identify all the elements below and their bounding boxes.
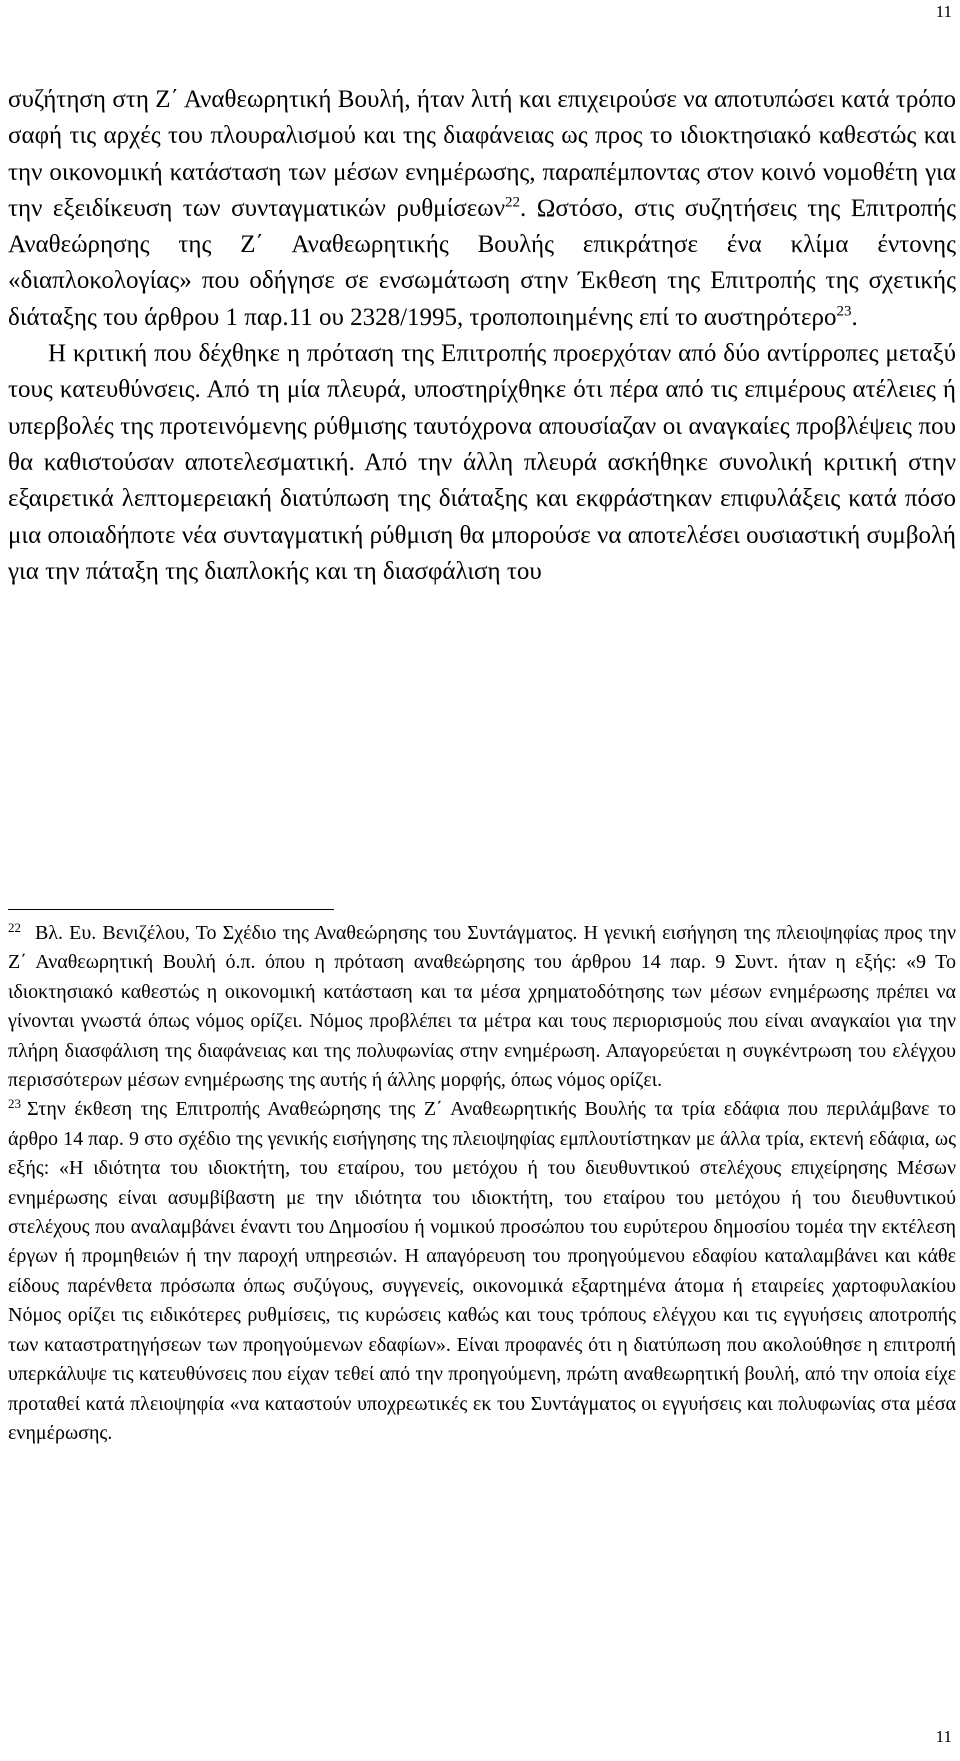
footnotes	[8, 919, 956, 1448]
footnote-23-mark: 23	[8, 1096, 21, 1112]
paragraph-1-text-b: . Ωστόσο, στις συζητήσεις της Επιτροπής Αναθεώρησης της Ζ΄ Αναθεωρητικής Βουλής επικράτησε ένα κλίμα έντονης «διαπλοκολογίας» που οδήγησε σε ενσωμάτωση στην Έκθεση της Επιτροπής της σχετικής διάταξης του άρθρου 1 παρ.11 ου 2328/1995, τροποποιημένης επί το αυστηρότερο	[8, 194, 957, 331]
footnote-22	[8, 919, 956, 1095]
footnote-23	[8, 1095, 956, 1448]
footnote-ref-22[interactable]: 22	[505, 194, 521, 211]
footnote-23-text: Στην έκθεση της Επιτροπής Αναθεώρησης της Ζ΄ Αναθεωρητικής Βουλής τα τρία εδάφια που περιλάμβανε το άρθρο 14 παρ. 9 στο σχέδιο της γενικής εισήγησης της πλειοψηφίας εμπλουτίστηκαν με άλλα τρία, εκτενή εδάφια, ως εξής: «Η ιδιότητα του ιδιοκτήτη, του εταίρου, του μετόχου ή του διευθυντικού στελέχους επιχείρησης Μέσων ενημέρωσης είναι ασυμβίβαστη με την ιδιότητα του ιδιοκτήτη, του εταίρου του μετόχου ή του διευθυντικού στελέχους που αναλαμβάνει έναντι του Δημοσίου ή νομικού προσώπου του ευρύτερου δημοσίου τομέα την εκτέλεση έργων ή προμηθειών ή την παροχή υπηρεσιών. Η απαγόρευση του προηγούμενου εδαφίου καταλαμβάνει και κάθε είδους παρένθετα πρόσωπα όπως συζύγους, συγγενείς, οικονομικά εξαρτημένα άτομα ή εταιρείες χαρτοφυλακίου Νόμος ορίζει τις ειδικότερες ρυθμίσεις, τις κυρώσεις καθώς και τους τρόπους ελέγχου και τις εγγυήσεις αποτροπής των καταστρατηγήσεων των προηγούμενων εδαφίων». Είναι προφανές ότι η διατύπωση που ακολούθησε η επιτροπή υπερκάλυψε τις κατευθύνσεις που είχαν τεθεί από την προηγούμενη, πρώτη αναθεωρητική βουλή, από την οποία είχε προταθεί κατά πλειοψηφία «να καταστούν υποχρεωτικές εκ του Συντάγματος οι εγγυήσεις και πολυφωνίας στα μέσα ενημέρωσης.	[8, 1098, 956, 1444]
footnote-22-text: Βλ. Ευ. Βενιζέλου, Το Σχέδιο της Αναθεώρησης του Συντάγματος. Η γενική εισήγηση της πλειοψηφίας προς την Ζ΄ Αναθεωρητική Βουλή ό.π. όπου η πρόταση αναθεώρησης του άρθρου 14 παρ. 9 Συντ. ήταν η εξής: «9 Το ιδιοκτησιακό καθεστώς η οικονομική κατάσταση και τα μέσα χρηματοδότησης των μέσων ενημέρωσης πρέπει να γίνονται γνωστά όπως νόμος ορίζει. Νόμος προβλέπει τα μέτρα και τους περιορισμούς που είναι αναγκαίοι για την πλήρη διασφάλιση της διαφάνειας και της πολυφωνίας στην ενημέρωση. Απαγορεύεται η συγκέντρωση του ελέγχου περισσότερων μέσων ενημέρωσης της αυτής ή άλλης μορφής, όπως νόμος ορίζει.	[8, 922, 956, 1092]
paragraph-1-text-a: συζήτηση στη Ζ΄ Αναθεωρητική Βουλή, ήταν λιτή και επιχειρούσε να αποτυπώσει κατά τρόπο σαφή τις αρχές του πλουραλισμού και της διαφάνειας ως προς το ιδιοκτησιακό καθεστώς και την οικονομική κατάσταση των μέσων ενημέρωσης, παραπέμποντας στον κοινό νομοθέτη για την εξειδίκευση των συνταγματικών ρυθμίσεων	[8, 86, 956, 222]
footnote-22-mark: 22	[8, 920, 21, 935]
footnote-separator	[8, 909, 334, 910]
page-number-bottom: 11	[935, 1727, 952, 1746]
paragraph-2: Η κριτική που δέχθηκε η πρόταση της Επιτροπής προερχόταν από δύο αντίρροπες μεταξύ τους κατευθύνσεις. Από τη μία πλευρά, υποστηρίχθηκε ότι πέρα από τις επιμέρους ατέλειες ή υπερβολές της προτεινόμενης ρύθμισης ταυτόχρονα απουσίαζαν οι αναγκαίες προβλέψεις που θα καθιστούσαν αποτελεσματική. Από την άλλη πλευρά ασκήθηκε συνολική κριτική στην εξαιρετικά λεπτομερειακή διατύπωση της διάταξης και εκφράστηκαν επιφυλάξεις κατά πόσο μια οποιαδήποτε νέα συνταγματική ρύθμιση θα μπορούσε να αποτελέσει ουσιαστική συμβολή για την πάταξη της διαπλοκής και τη διασφάλιση του	[8, 340, 956, 585]
paragraph-1	[8, 82, 956, 336]
main-text	[8, 82, 956, 590]
page-number-top: 11	[935, 2, 952, 21]
footnote-ref-23[interactable]: 23	[836, 303, 852, 320]
paragraph-1-text-c: .	[851, 303, 858, 331]
